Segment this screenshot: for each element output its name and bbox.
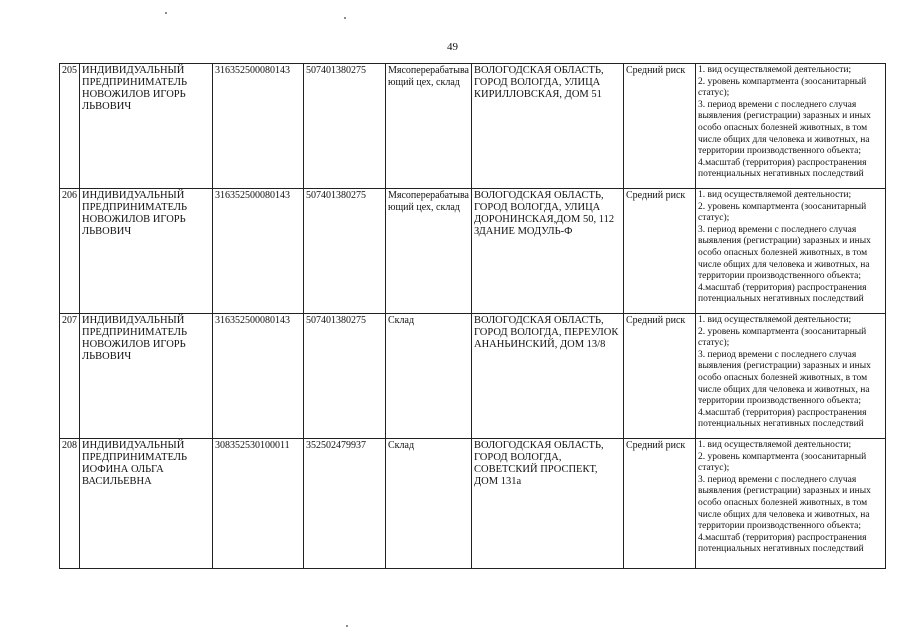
criteria-line: 4.масштаб (территория) распространения [698, 282, 867, 293]
criteria-line: 3. период времени с последнего случая [698, 224, 857, 235]
risk-criteria-cell [696, 189, 886, 314]
criteria-line: потенциальных негативных последствий [698, 544, 864, 555]
criteria-line: особо опасных болезней животных, в том [698, 497, 868, 508]
ogrn-cell: 308352530100011 [213, 439, 304, 569]
entity-name: ИНДИВИДУАЛЬНЫЙ ПРЕДПРИНИМАТЕЛЬ НОВОЖИЛОВ ИГОРЬ ЛЬВОВИЧ [80, 64, 213, 189]
risk-criteria-cell [696, 314, 886, 439]
criteria-line: 4.масштаб (территория) распространения [698, 157, 867, 168]
table-row [60, 439, 886, 569]
criteria-line: выявления (регистрации) заразных и иных [698, 361, 871, 372]
criteria-line: статус); [698, 213, 730, 224]
criteria-line: числе общих для человека и животных, на [698, 509, 870, 520]
criteria-line: 2. уровень компартмента (зоосанитарный [698, 76, 867, 87]
risk-category-cell: Средний риск [624, 314, 696, 439]
object-type-cell: Склад [386, 314, 472, 439]
address-cell: ВОЛОГОДСКАЯ ОБЛАСТЬ, ГОРОД ВОЛОГДА, ПЕРЕУЛОК АНАНЬИНСКИЙ, ДОМ 13/8 [472, 314, 624, 439]
criteria-line: выявления (регистрации) заразных и иных [698, 111, 871, 122]
criteria-line: 4.масштаб (территория) распространения [698, 407, 867, 418]
criteria-line: особо опасных болезней животных, в том [698, 372, 868, 383]
scan-speck [165, 12, 167, 14]
criteria-line: 4.масштаб (территория) распространения [698, 532, 867, 543]
criteria-line: числе общих для человека и животных, на [698, 259, 870, 270]
criteria-line: 3. период времени с последнего случая [698, 99, 857, 110]
criteria-line: особо опасных болезней животных, в том [698, 247, 868, 258]
criteria-line: выявления (регистрации) заразных и иных [698, 236, 871, 247]
risk-category-cell: Средний риск [624, 439, 696, 569]
criteria-line: территории производственного объекта; [698, 271, 861, 282]
criteria-line: потенциальных негативных последствий [698, 169, 864, 180]
risk-criteria-cell [696, 64, 886, 189]
inn-cell: 507401380275 [304, 189, 386, 314]
address-cell: ВОЛОГОДСКАЯ ОБЛАСТЬ, ГОРОД ВОЛОГДА, СОВЕТСКИЙ ПРОСПЕКТ, ДОМ 131а [472, 439, 624, 569]
criteria-line: территории производственного объекта; [698, 521, 861, 532]
row-number: 207 [60, 314, 80, 439]
criteria-line: 2. уровень компартмента (зоосанитарный [698, 451, 867, 462]
criteria-line: 1. вид осуществляемой деятельности; [698, 440, 852, 450]
criteria-line: территории производственного объекта; [698, 396, 861, 407]
row-number: 206 [60, 189, 80, 314]
object-type-cell: Склад [386, 439, 472, 569]
scan-speck [346, 625, 348, 627]
criteria-line: числе общих для человека и животных, на [698, 384, 870, 395]
criteria-line: 3. период времени с последнего случая [698, 349, 857, 360]
criteria-line: территории производственного объекта; [698, 146, 861, 157]
criteria-line: 1. вид осуществляемой деятельности; [698, 65, 852, 75]
criteria-line: 2. уровень компартмента (зоосанитарный [698, 201, 867, 212]
table-row [60, 314, 886, 439]
ogrn-cell: 316352500080143 [213, 64, 304, 189]
ogrn-cell: 316352500080143 [213, 189, 304, 314]
address-cell: ВОЛОГОДСКАЯ ОБЛАСТЬ, ГОРОД ВОЛОГДА, УЛИЦА КИРИЛЛОВСКАЯ, ДОМ 51 [472, 64, 624, 189]
entity-name: ИНДИВИДУАЛЬНЫЙ ПРЕДПРИНИМАТЕЛЬ НОВОЖИЛОВ ИГОРЬ ЛЬВОВИЧ [80, 189, 213, 314]
criteria-line: 1. вид осуществляемой деятельности; [698, 315, 852, 325]
table-row [60, 64, 886, 189]
criteria-line: числе общих для человека и животных, на [698, 134, 870, 145]
inn-cell: 507401380275 [304, 64, 386, 189]
registry-table [59, 63, 886, 569]
criteria-line: 1. вид осуществляемой деятельности; [698, 190, 852, 200]
entity-name: ИНДИВИДУАЛЬНЫЙ ПРЕДПРИНИМАТЕЛЬ НОВОЖИЛОВ ИГОРЬ ЛЬВОВИЧ [80, 314, 213, 439]
criteria-line: особо опасных болезней животных, в том [698, 122, 868, 133]
criteria-line: статус); [698, 463, 730, 474]
criteria-line: 3. период времени с последнего случая [698, 474, 857, 485]
criteria-line: потенциальных негативных последствий [698, 419, 864, 430]
criteria-line: статус); [698, 88, 730, 99]
risk-category-cell: Средний риск [624, 189, 696, 314]
table-row [60, 189, 886, 314]
risk-criteria-cell [696, 439, 886, 569]
criteria-line: статус); [698, 338, 730, 349]
row-number: 205 [60, 64, 80, 189]
criteria-line: потенциальных негативных последствий [698, 294, 864, 305]
criteria-line: 2. уровень компартмента (зоосанитарный [698, 326, 867, 337]
scan-speck [344, 17, 346, 19]
inn-cell: 507401380275 [304, 314, 386, 439]
risk-category-cell: Средний риск [624, 64, 696, 189]
ogrn-cell: 316352500080143 [213, 314, 304, 439]
object-type-cell: Мясоперерабатывающий цех, склад [386, 64, 472, 189]
address-cell: ВОЛОГОДСКАЯ ОБЛАСТЬ, ГОРОД ВОЛОГДА, УЛИЦА ДОРОНИНСКАЯ,ДОМ 50, 112 ЗДАНИЕ МОДУЛЬ-Ф [472, 189, 624, 314]
page-number: 49 [447, 41, 458, 53]
criteria-line: выявления (регистрации) заразных и иных [698, 486, 871, 497]
inn-cell: 352502479937 [304, 439, 386, 569]
entity-name: ИНДИВИДУАЛЬНЫЙ ПРЕДПРИНИМАТЕЛЬ ИОФИНА ОЛЬГА ВАСИЛЬЕВНА [80, 439, 213, 569]
object-type-cell: Мясоперерабатывающий цех, склад [386, 189, 472, 314]
row-number: 208 [60, 439, 80, 569]
registry-rows [60, 64, 886, 569]
